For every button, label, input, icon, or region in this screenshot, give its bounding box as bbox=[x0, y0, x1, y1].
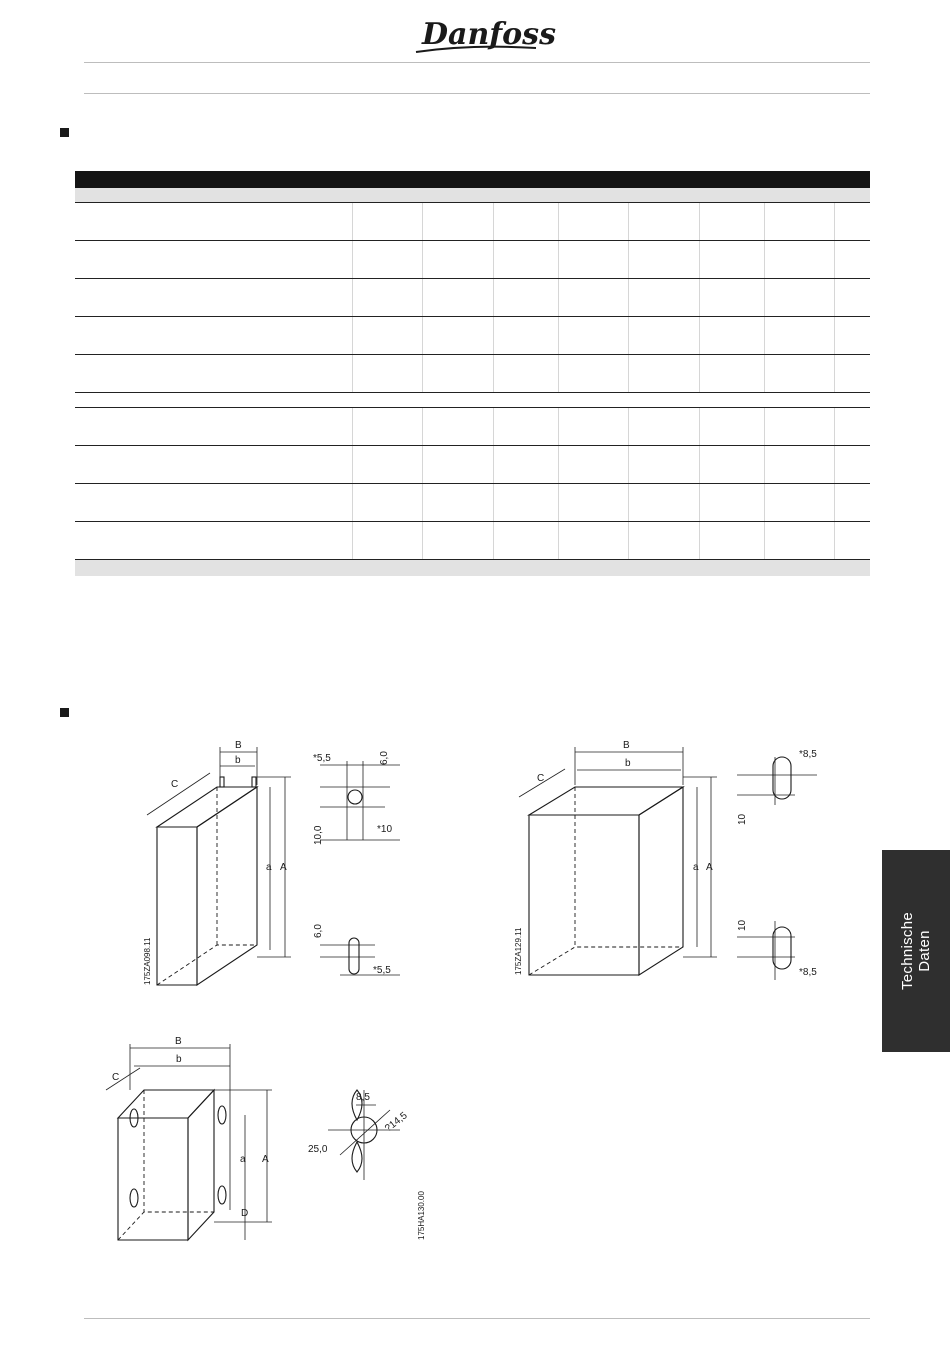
fig2-label-C: C bbox=[537, 773, 545, 784]
table-header-row bbox=[75, 171, 870, 188]
fig1-label-b: b bbox=[235, 755, 241, 766]
footer-rule bbox=[84, 1318, 870, 1319]
side-tab-line2: Daten bbox=[916, 930, 933, 972]
fig1-dim-10-0: 10,0 bbox=[313, 825, 324, 845]
fig1-dim-6-0-bottom: 6,0 bbox=[313, 924, 324, 938]
side-tab-label bbox=[899, 851, 933, 1051]
danfoss-logo bbox=[412, 8, 556, 60]
fig3-label-C: C bbox=[112, 1072, 120, 1083]
table-row bbox=[75, 203, 870, 241]
table-footer-row bbox=[75, 560, 870, 577]
figure-1-drawing bbox=[135, 735, 415, 995]
fig3-label-b: b bbox=[176, 1054, 182, 1065]
table-row bbox=[75, 188, 870, 203]
table-row bbox=[75, 355, 870, 393]
fig2-dim-8-5-bottom: *8,5 bbox=[799, 967, 817, 978]
side-tab-technische-daten[interactable] bbox=[882, 850, 950, 1052]
fig1-dim-5-5-top: *5,5 bbox=[313, 753, 331, 764]
fig2-dim-10-top: 10 bbox=[737, 813, 748, 825]
fig2-label-b: b bbox=[625, 758, 631, 769]
table-row bbox=[75, 279, 870, 317]
fig3-dim-14-5: ?14,5 bbox=[383, 1110, 410, 1135]
fig3-code: 175HA130.00 bbox=[417, 1191, 426, 1240]
fig3-label-B: B bbox=[175, 1036, 182, 1047]
fig1-label-A: A bbox=[280, 862, 287, 873]
fig1-label-C: C bbox=[171, 779, 179, 790]
fig3-label-A: A bbox=[262, 1154, 269, 1165]
brand-wordmark: Danfoss bbox=[422, 17, 556, 52]
section-bullet-2 bbox=[60, 708, 69, 717]
fig1-label-a: a bbox=[266, 862, 272, 873]
fig1-dim-5-5-bottom: *5,5 bbox=[373, 965, 391, 976]
section-bullet-1 bbox=[60, 128, 69, 137]
header-rule-bottom bbox=[84, 93, 870, 94]
header-rule-top bbox=[84, 62, 870, 63]
fig2-label-a: a bbox=[693, 862, 699, 873]
figure-3-drawing bbox=[100, 1030, 440, 1250]
side-tab-line1: Technische bbox=[899, 911, 916, 991]
fig1-code: 175ZA098.11 bbox=[143, 937, 152, 985]
table-row bbox=[75, 484, 870, 522]
fig2-code: 175ZA129.11 bbox=[514, 927, 523, 975]
fig2-dim-10-bottom: 10 bbox=[737, 919, 748, 931]
fig1-dim-10: *10 bbox=[377, 824, 393, 835]
table-row bbox=[75, 393, 870, 408]
figure-2-drawing bbox=[505, 735, 835, 985]
fig2-dim-8-5-top: *8,5 bbox=[799, 749, 817, 760]
fig1-dim-6-0-top: 6,0 bbox=[379, 751, 390, 765]
table-row bbox=[75, 317, 870, 355]
table-row bbox=[75, 522, 870, 560]
fig2-label-A: A bbox=[706, 862, 713, 873]
fig2-label-B: B bbox=[623, 740, 630, 751]
table-row bbox=[75, 241, 870, 279]
table-row bbox=[75, 446, 870, 484]
fig3-dim-25-0: 25,0 bbox=[308, 1144, 328, 1155]
data-table bbox=[75, 171, 870, 576]
fig3-dim-8-5: 8,5 bbox=[356, 1092, 370, 1103]
fig1-label-B: B bbox=[235, 740, 242, 751]
fig3-label-D: D bbox=[241, 1208, 249, 1219]
table-row bbox=[75, 408, 870, 446]
fig3-label-a: a bbox=[240, 1154, 246, 1165]
